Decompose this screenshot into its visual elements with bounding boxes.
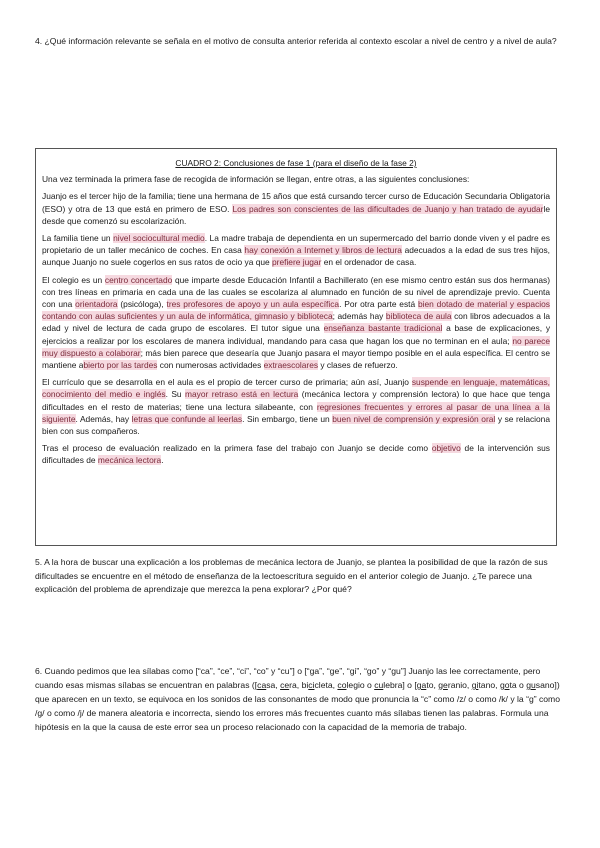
paragraph-curriculum: [42, 376, 550, 437]
text-run: ranio,: [447, 680, 472, 690]
text-run: . Su: [165, 389, 185, 400]
text-run: (psicóloga),: [117, 299, 167, 310]
text-run: . La madre trabaja de dependienta en un supermercado del barrio donde viven y el padre es propietario de un taller mecánico de coches. En casa: [42, 233, 550, 256]
underlined-syllable: ge: [438, 680, 448, 690]
text-run: y se relaciona bien con sus compañeros.: [42, 413, 551, 437]
highlight: Los padres son conscientes de las dificultades de Juanjo y han tratado de ayudar: [232, 203, 544, 214]
text-run: en el ordenador de casa.: [321, 257, 417, 268]
underlined-syllable: gu: [526, 680, 536, 690]
text-run: to,: [426, 680, 439, 690]
highlight: no parece muy dispuesto a colaborar: [42, 335, 551, 358]
text-run: Juanjo es el tercer hijo de la familia; tiene una hermana de 15 años que está cursando tercer curso de Educación Secundaria Obligatoria (ESO) y otra de 13 que está en primero de ESO.: [42, 191, 550, 214]
text-run: 6. Cuando pedimos que lea sílabas como [“ca”, “ce”, “ci”, “co” y “cu”] o [“ga”, “ge”, “gi”, “go” y “gu”] Juanjo las lee correctamente, pero cuando esas mismas sílabas se encuentran en palabras ([: [35, 666, 541, 690]
highlight: prefiere jugar: [272, 257, 322, 268]
text-run: sa,: [266, 680, 281, 690]
highlight: objetivo: [431, 443, 461, 454]
text-run: . Sin embargo, tiene un: [242, 413, 333, 424]
text-run: con numerosas actividades: [157, 360, 264, 371]
underlined-syllable: ga: [416, 680, 427, 690]
cuadro-2-box: [35, 148, 557, 546]
question-5: [35, 556, 567, 597]
underlined-syllable: ca: [257, 680, 267, 690]
underlined-syllable: cu: [374, 680, 384, 690]
highlight: nivel sociocultural medio: [113, 233, 205, 244]
text-run: cleta,: [314, 680, 338, 690]
underlined-syllable: co: [337, 680, 347, 690]
highlight: bien dotado de material y espacios contando con aulas suficientes y un aula de informática, gimnasio y biblioteca: [42, 299, 550, 322]
text-run: a base de explicaciones, y ejercicios a realizar por los escolares de manera individual, mandando para casa que hagan los que no terminan en el aula;: [42, 323, 551, 346]
text-run: .: [161, 455, 164, 466]
question-4: [35, 35, 567, 49]
highlight: centro concertado: [104, 274, 173, 285]
highlight: enseñanza bastante tradicional: [323, 323, 443, 334]
underlined-syllable: ce: [280, 680, 290, 690]
text-run: ; además hay: [332, 311, 386, 322]
highlight: hay conexión a Internet y libros de lectura: [244, 245, 402, 256]
cuadro-title: CUADRO 2: Conclusiones de fase 1 (para el diseño de la fase 2): [175, 158, 417, 168]
text-run: . Por otra parte está: [339, 299, 418, 310]
highlight: biblioteca de aula: [385, 311, 452, 322]
cuadro-intro: Una vez terminada la primera fase de recogida de información se llegan, entre otras, a las siguientes conclusiones:: [42, 174, 470, 185]
text-run: adecuados a la edad de sus tres hijos, aunque Juanjo no suele cogerlos en sus ratos de ocio ya que: [42, 245, 550, 268]
text-run: La familia tiene un: [42, 233, 114, 244]
text-run: y clases de refuerzo.: [318, 360, 398, 371]
underlined-syllable: go: [499, 680, 510, 690]
text-run: El currículo que se desarrolla en el aula es el propio de tercer curso de primaria; aún así, Juanjo: [42, 377, 412, 388]
paragraph-family: [42, 190, 550, 227]
text-run: ; más bien parece que desearía que Juanjo pasara el mayor tiempo posible en el aula específica. El centro se mantiene a: [42, 347, 550, 371]
text-run: que imparte desde Educación Infantil a Bachillerato (en ese mismo centro están sus dos hermanas) con tres líneas en primaria en cada una de las cuales se escolariza al alumnado en función de su nivel de aprendizaje previo. Cuenta con una: [42, 274, 550, 310]
text-run: ra, bi: [289, 680, 309, 690]
highlight: buen nivel de comprensión y expresión oral: [332, 413, 496, 424]
text-run: de la intervención sus dificultades de: [42, 443, 550, 466]
underlined-syllable: gi: [471, 680, 479, 690]
question-6: [35, 664, 567, 734]
highlight: tres profesores de apoyo y un aula específica: [166, 299, 340, 310]
text-run: tano,: [478, 680, 500, 690]
highlight: mecánica lectora: [97, 455, 162, 466]
text-run: . Además, hay: [75, 413, 132, 424]
underlined-syllable: ci: [308, 680, 315, 690]
highlight: mayor retraso está en lectura: [185, 389, 299, 400]
paragraph-sociocultural: [42, 232, 550, 269]
text-run: El colegio es un: [42, 274, 105, 285]
text-run: con libros adecuados a la edad y nivel de lectura de cada grupo de escolares. El tutor sigue una: [42, 311, 550, 334]
highlight: orientadora: [75, 299, 118, 310]
text-run: ta o: [509, 680, 527, 690]
paragraph-objective: [42, 442, 550, 466]
text-run: sano]) que aparecen en un texto, se equivoca en los sonidos de las consonantes de modo que pronuncia la “c” como /z/ o como /k/ y la “g” como /g/ o como /j/ de manera aleatoria e incorrecta, siendo los errores más frecuentes cuanto más sílabas tienen las palabras. Formula una hipótesis en la que la causa de este error sea un proceso relacionado con la capacidad de la memoria de trabajo.: [35, 680, 560, 732]
highlight: letras que confunde al leerlas: [131, 413, 243, 424]
highlight: suspende en lenguaje, matemáticas, conocimiento del medio e inglés: [42, 377, 550, 400]
text-run: lebra] o [: [383, 680, 417, 690]
highlight: regresiones frecuentes y errores al pasar de una línea a la siguiente: [42, 401, 550, 424]
question-4-text: 4. ¿Qué información relevante se señala en el motivo de consulta anterior referida al contexto escolar a nivel de centro y a nivel de aula?: [35, 36, 557, 46]
text-run: legio o: [346, 680, 375, 690]
highlight: bierto por las tardes: [83, 360, 158, 371]
text-run: Tras el proceso de evaluación realizado en la primera fase del trabajo con Juanjo se decide como: [42, 443, 432, 454]
text-run: (mecánica lectora y comprensión lectora) lo que hace que tenga dificultades en el resto de materias; tiene una lectura silabeante, con: [42, 389, 550, 412]
paragraph-school: [42, 274, 550, 372]
question-5-text: 5. A la hora de buscar una explicación a los problemas de mecánica lectora de Juanjo, se plantea la posibilidad de que la razón de sus dificultades se encuentre en el método de enseñanza de la lectoescritura seguido en el anterior colegio de Juanjo. ¿Te parece una explicación del problema de aprendizaje que merezca la pena explorar? ¿Por qué?: [35, 557, 548, 594]
highlight: extraescolares: [263, 360, 319, 371]
text-run: le desde que comenzó su escolarización.: [42, 203, 550, 226]
